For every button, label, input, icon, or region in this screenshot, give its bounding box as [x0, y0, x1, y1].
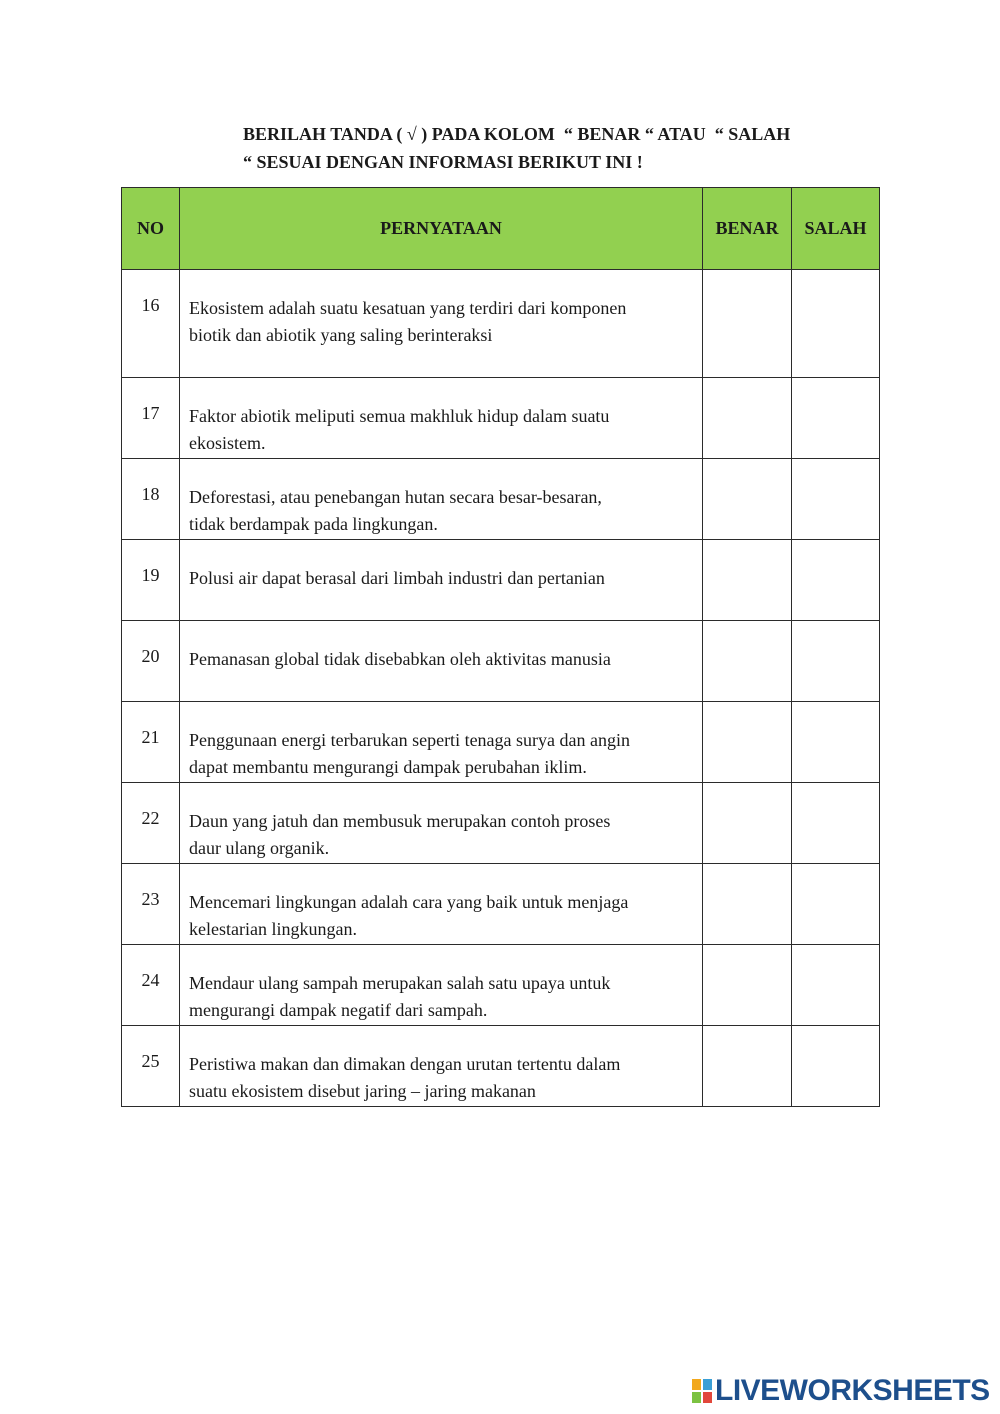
- answer-true-cell[interactable]: [703, 783, 792, 864]
- answer-false-cell[interactable]: [792, 783, 880, 864]
- header-no: NO: [122, 188, 180, 270]
- answer-false-cell[interactable]: [792, 1026, 880, 1107]
- row-number: [122, 702, 180, 783]
- statement-line: Faktor abiotik meliputi semua makhluk hidup dalam suatu: [189, 406, 610, 426]
- instruction-line-2: “ SESUAI DENGAN INFORMASI BERIKUT INI !: [243, 152, 643, 172]
- answer-true-cell[interactable]: [703, 459, 792, 540]
- statement-cell: [180, 783, 703, 864]
- table-row: [122, 702, 880, 783]
- row-number: [122, 378, 180, 459]
- instruction-heading: [243, 120, 883, 176]
- row-number-text: 16: [141, 295, 160, 315]
- statement-line: Pemanasan global tidak disebabkan oleh aktivitas manusia: [189, 649, 611, 669]
- row-number-text: 20: [141, 646, 160, 666]
- header-true: BENAR: [703, 188, 792, 270]
- row-number: [122, 270, 180, 378]
- statement-line: Ekosistem adalah suatu kesatuan yang terdiri dari komponen: [189, 298, 627, 318]
- row-number-text: 18: [141, 484, 160, 504]
- answer-true-cell[interactable]: [703, 540, 792, 621]
- table-row: [122, 621, 880, 702]
- row-number-text: 23: [141, 889, 160, 909]
- table-row: [122, 378, 880, 459]
- table-row: [122, 1026, 880, 1107]
- liveworksheets-logo-icon: [691, 1378, 713, 1404]
- answer-false-cell[interactable]: [792, 864, 880, 945]
- statement-line: dapat membantu mengurangi dampak perubahan iklim.: [189, 757, 587, 777]
- logo-mark-square: [691, 1391, 702, 1404]
- statement-line: mengurangi dampak negatif dari sampah.: [189, 1000, 488, 1020]
- statement-cell: [180, 621, 703, 702]
- statement-line: ekosistem.: [189, 433, 266, 453]
- logo-mark-square: [702, 1378, 713, 1391]
- logo-mark-square: [702, 1391, 713, 1404]
- row-number: [122, 459, 180, 540]
- answer-true-cell[interactable]: [703, 621, 792, 702]
- answer-false-cell[interactable]: [792, 378, 880, 459]
- table-row: [122, 540, 880, 621]
- statement-line: Daun yang jatuh dan membusuk merupakan contoh proses: [189, 811, 611, 831]
- answer-false-cell[interactable]: [792, 459, 880, 540]
- liveworksheets-logo: [691, 1375, 990, 1407]
- answer-true-cell[interactable]: [703, 270, 792, 378]
- table-row: [122, 459, 880, 540]
- table-row: [122, 270, 880, 378]
- statement-cell: [180, 702, 703, 783]
- statement-line: kelestarian lingkungan.: [189, 919, 357, 939]
- row-number-text: 19: [141, 565, 160, 585]
- statement-cell: [180, 459, 703, 540]
- statement-line: biotik dan abiotik yang saling berinteraksi: [189, 325, 493, 345]
- statement-line: suatu ekosistem disebut jaring – jaring makanan: [189, 1081, 536, 1101]
- statement-line: Peristiwa makan dan dimakan dengan urutan tertentu dalam: [189, 1054, 621, 1074]
- row-number-text: 21: [141, 727, 160, 747]
- answer-true-cell[interactable]: [703, 945, 792, 1026]
- instruction-line-1: BERILAH TANDA ( √ ) PADA KOLOM “ BENAR “ ATAU “ SALAH: [243, 124, 791, 144]
- answer-false-cell[interactable]: [792, 702, 880, 783]
- statement-line: tidak berdampak pada lingkungan.: [189, 514, 438, 534]
- answer-false-cell[interactable]: [792, 945, 880, 1026]
- row-number: [122, 540, 180, 621]
- table-row: [122, 783, 880, 864]
- answer-true-cell[interactable]: [703, 378, 792, 459]
- statement-line: Deforestasi, atau penebangan hutan secara besar-besaran,: [189, 487, 602, 507]
- row-number: [122, 1026, 180, 1107]
- statement-line: Polusi air dapat berasal dari limbah industri dan pertanian: [189, 568, 605, 588]
- header-false: SALAH: [792, 188, 880, 270]
- header-statement: PERNYATAAN: [180, 188, 703, 270]
- answer-true-cell[interactable]: [703, 702, 792, 783]
- row-number-text: 25: [141, 1051, 160, 1071]
- row-number: [122, 783, 180, 864]
- row-number-text: 24: [141, 970, 160, 990]
- statement-cell: [180, 270, 703, 378]
- row-number: [122, 945, 180, 1026]
- statement-cell: [180, 378, 703, 459]
- statement-line: Mendaur ulang sampah merupakan salah satu upaya untuk: [189, 973, 611, 993]
- row-number-text: 22: [141, 808, 160, 828]
- answer-false-cell[interactable]: [792, 270, 880, 378]
- logo-mark-square: [691, 1378, 702, 1391]
- statement-line: daur ulang organik.: [189, 838, 330, 858]
- answer-false-cell[interactable]: [792, 540, 880, 621]
- true-false-table: [121, 187, 880, 1107]
- answer-true-cell[interactable]: [703, 864, 792, 945]
- statement-line: Mencemari lingkungan adalah cara yang baik untuk menjaga: [189, 892, 629, 912]
- statement-line: Penggunaan energi terbarukan seperti tenaga surya dan angin: [189, 730, 630, 750]
- table-row: [122, 945, 880, 1026]
- table-row: [122, 864, 880, 945]
- logo-text: LIVEWORKSHEETS: [715, 1374, 990, 1407]
- answer-true-cell[interactable]: [703, 1026, 792, 1107]
- statement-cell: [180, 1026, 703, 1107]
- row-number: [122, 864, 180, 945]
- row-number-text: 17: [141, 403, 160, 423]
- row-number: [122, 621, 180, 702]
- table-header-row: [122, 188, 880, 270]
- statement-cell: [180, 945, 703, 1026]
- statement-cell: [180, 864, 703, 945]
- statement-cell: [180, 540, 703, 621]
- answer-false-cell[interactable]: [792, 621, 880, 702]
